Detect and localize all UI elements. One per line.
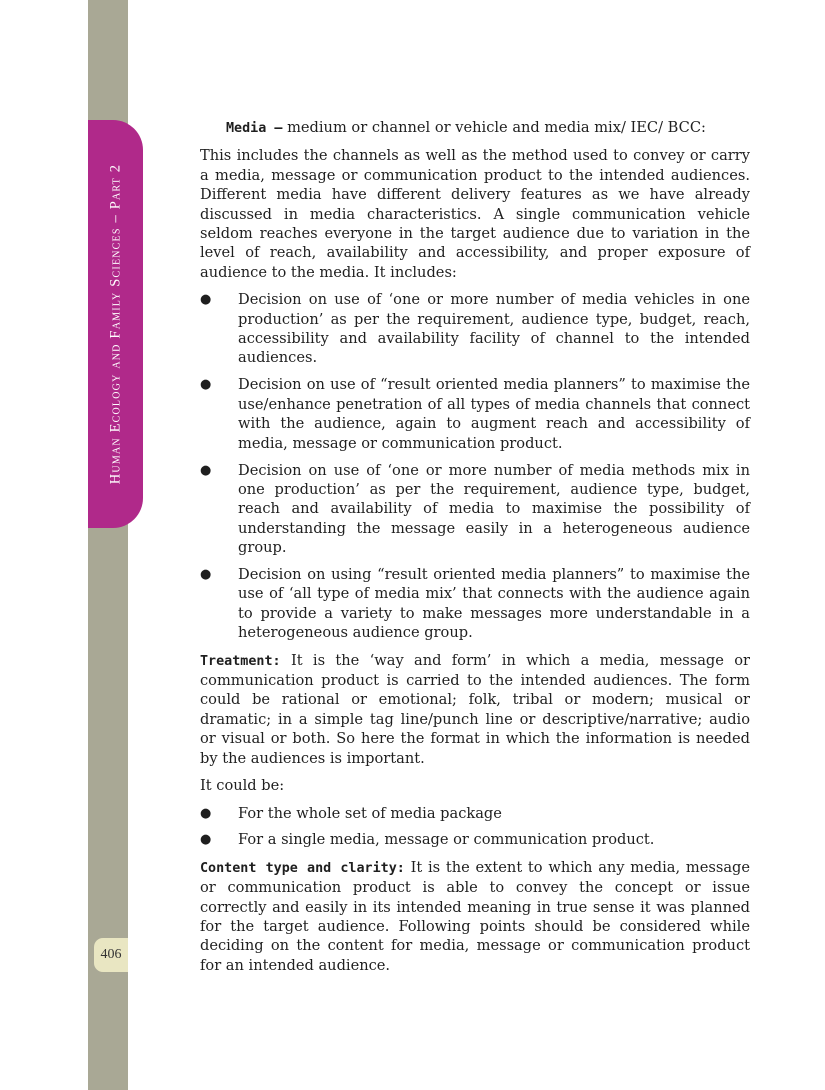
list-item [200,461,750,558]
bullet-icon: ● [200,292,212,308]
list-item-text: Decision on use of ‘one or more number of media vehicles in one production’ as per the requirement, audience type, budget, reach, accessibility and availability facility of channel to the intended audiences. [238,291,750,367]
treatment-text: It is the ‘way and form’ in which a media, message or communication product is carried to the intended audiences. The form could be rational or emotional; folk, tribal or modern; musical or dramatic; in a simple tag line/punch line or descriptive/narrative; audio or visual or both. So here the format in which the information is needed by the audiences is important. [200,651,750,767]
media-lead: Media — [226,121,283,136]
intro-paragraph: This includes the channels as well as the method used to convey or carry a media, message or communication product to the intended audiences. Different media have different delivery features as we have already discussed in media characteristics. A single communication vehicle seldom reaches everyone in the target audience due to variation in the level of reach, availability and accessibility, and proper exposure of audience to the media. It includes: [200,147,750,281]
format-list [200,804,750,850]
list-item-text: Decision on use of ‘one or more number of media methods mix in one production’ as per the requirement, audience type, budget, reach and availability of media to maximise the possibility of understanding the message easily in a heterogeneous audience group. [238,461,750,557]
content-type-paragraph [200,858,750,975]
could-be-line: It could be: [200,777,285,795]
page-number: 406 [94,938,128,972]
bullet-icon: ● [200,805,212,821]
page-body [200,118,750,983]
running-title: Human Ecology and Family Sciences – Part 2 [107,163,124,485]
list-item-text: Decision on use of “result oriented media planners” to maximise the use/enhance penetration of all types of media channels that connect with the audience, again to augment reach and accessibility of media, message or communication product. [238,376,750,452]
list-item [200,375,750,453]
list-item [200,804,750,823]
bullet-icon: ● [200,377,212,393]
list-item [200,565,750,643]
list-item [200,830,750,849]
content-type-text: It is the extent to which any media, message or communication product is able to convey the concept or issue correctly and easily in its intended meaning in true sense it was planned for the target audience. Following points should be considered while deciding on the content for media, message or communication product for an intended audience. [200,858,750,974]
list-item [200,290,750,368]
treatment-paragraph [200,651,750,768]
content-type-lead: Content type and clarity: [200,860,405,876]
list-item-text: For the whole set of media package [238,804,502,822]
bullet-icon: ● [200,832,212,848]
bullet-icon: ● [200,462,212,478]
treatment-lead: Treatment: [200,653,281,669]
media-heading [200,118,750,138]
bullet-icon: ● [200,567,212,583]
media-decision-list [200,290,750,642]
list-item-text: Decision on using “result oriented media planners” to maximise the use of ‘all type of media mix’ that connects with the audience again to provide a variety to make messages more understandable in a heterogeneous audience group. [238,566,750,642]
media-heading-text: medium or channel or vehicle and media mix/ IEC/ BCC: [282,119,706,136]
list-item-text: For a single media, message or communication product. [238,831,655,849]
